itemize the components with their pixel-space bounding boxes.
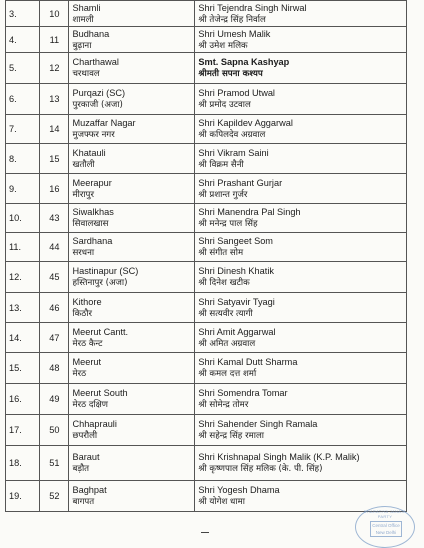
candidate-cell [195,204,407,233]
serial-number-cell [6,481,40,512]
serial-number: 8. [9,153,17,164]
serial-number-cell [6,262,40,293]
constituency-name-english: Purqazi (SC) [72,88,126,98]
constituency-number: 16 [49,183,60,194]
candidate-name-hindi: श्री योगेश धामा [198,497,245,507]
constituency-name-cell [69,415,195,446]
table-row [6,27,407,53]
serial-number: 11. [9,242,22,252]
constituency-name-cell [69,84,195,115]
serial-number: 5. [9,63,17,73]
constituency-name-cell [69,204,195,233]
candidate-cell [195,262,407,293]
serial-number-cell [6,353,40,384]
constituency-name-english: Khatauli [72,147,106,158]
constituency-name-english: Meerut South [72,388,128,398]
candidate-name-english: Shri Krishnapal Singh Malik (K.P. Malik) [198,452,360,462]
candidate-name-hindi: श्री सहेन्द्र सिंह रमाला [198,431,265,441]
serial-number: 12. [9,272,22,282]
serial-number-cell [6,323,40,353]
table-row [6,323,407,353]
office-seal [355,506,415,548]
serial-number: 16. [9,394,22,404]
table-row [6,115,407,144]
table-row [6,144,407,174]
candidate-name-english: Shri Sangeet Som [198,236,273,246]
constituency-name-english: Charthawal [72,57,119,67]
constituency-name-cell [69,1,195,27]
constituency-name-hindi: मेरठ [72,369,87,379]
candidate-name-english: Shri Umesh Malik [198,28,271,39]
candidate-cell [195,53,407,84]
constituency-name-hindi: चरथावल [72,69,100,79]
constituency-number-cell [40,27,69,53]
constituency-name-hindi: बुढ़ाना [72,40,92,51]
serial-number-cell [6,233,40,262]
constituency-name-hindi: किठौर [72,308,93,319]
serial-number-cell [6,1,40,27]
constituency-number-cell [40,204,69,233]
candidate-name-hindi: श्री सोमेन्द्र तोमर [198,400,249,410]
candidate-cell [195,384,407,415]
constituency-number-cell [40,233,69,262]
serial-number-cell [6,384,40,415]
candidate-cell [195,323,407,353]
table-row [6,84,407,115]
constituency-number-cell [40,293,69,323]
constituency-name-cell [69,481,195,512]
constituency-name-hindi: शामली [72,14,94,25]
candidate-name-english: Shri Vikram Saini [198,147,269,158]
constituency-number: 15 [49,153,60,164]
candidate-name-english: Shri Amit Aggarwal [198,326,276,337]
constituency-name-hindi: सरधना [72,248,95,258]
candidate-name-hindi: श्री अमित अग्रवाल [198,338,256,349]
constituency-number-cell [40,262,69,293]
serial-number: 4. [9,34,17,45]
constituency-number-cell [40,84,69,115]
constituency-number: 12 [49,63,60,73]
serial-number-cell [6,115,40,144]
candidate-cell [195,233,407,262]
constituency-name-english: Kithore [72,296,102,307]
constituency-number-cell [40,115,69,144]
constituency-number-cell [40,323,69,353]
constituency-name-hindi: मीरापुर [72,189,94,200]
table-row [6,384,407,415]
candidate-cell [195,115,407,144]
candidate-name-hindi: श्री कृष्णपाल सिंह मलिक (के. पी. सिंह) [198,464,323,474]
serial-number: 18. [9,458,22,468]
constituency-number-cell [40,415,69,446]
serial-number: 19. [9,491,22,501]
table-row [6,174,407,204]
constituency-name-cell [69,233,195,262]
candidate-cell [195,353,407,384]
constituency-number: 44 [49,242,60,252]
candidate-name-english: Shri Kapildev Aggarwal [198,118,293,128]
candidate-name-english: Shri Manendra Pal Singh [198,207,301,217]
serial-number-cell [6,84,40,115]
candidate-name-hindi: श्री कपिलदेव अग्रवाल [198,130,266,140]
candidate-cell [195,293,407,323]
candidate-name-hindi: श्री सत्यवीर त्यागी [198,308,253,319]
constituency-name-cell [69,446,195,481]
constituency-name-english: Meerut [72,357,102,367]
seal-inner [370,521,402,537]
constituency-number: 48 [49,363,60,373]
constituency-name-hindi: मेरठ कैन्ट [72,338,103,349]
candidate-name-english: Smt. Sapna Kashyap [198,57,290,67]
constituency-name-english: Chhaprauli [72,419,117,429]
serial-number-cell [6,446,40,481]
constituency-name-english: Muzaffar Nagar [72,118,136,128]
document-page [5,0,407,512]
constituency-name-english: Shamli [72,2,101,13]
serial-number: 6. [9,94,17,104]
constituency-name-cell [69,262,195,293]
table-row [6,353,407,384]
serial-number: 3. [9,8,17,19]
constituency-number: 13 [49,94,60,104]
candidate-name-hindi: श्री उमेश मलिक [198,40,248,51]
constituency-name-cell [69,144,195,174]
serial-number-cell [6,27,40,53]
candidate-name-hindi: श्री दिनेश खटीक [198,278,250,288]
constituency-number-cell [40,353,69,384]
table-row [6,1,407,27]
candidate-name-english: Shri Pramod Utwal [198,88,275,98]
candidate-cell [195,27,407,53]
candidate-name-english: Shri Somendra Tomar [198,388,288,398]
candidate-cell [195,415,407,446]
candidate-name-hindi: श्री मनेन्द्र पाल सिंह [198,219,258,229]
seal-ring-text: BHARATIYA JANATA PARTY [363,509,407,519]
candidate-table [5,0,407,512]
constituency-name-hindi: बागपत [72,497,95,507]
serial-number: 14. [9,332,22,343]
constituency-number: 14 [49,124,60,134]
serial-number: 9. [9,183,17,194]
candidate-name-english: Shri Satyavir Tyagi [198,296,275,307]
candidate-cell [195,1,407,27]
constituency-number: 52 [49,491,60,501]
constituency-number-cell [40,174,69,204]
constituency-name-hindi: छपरौली [72,431,98,441]
candidate-name-hindi: श्री संगीत सोम [198,248,244,258]
constituency-number: 10 [49,8,60,19]
constituency-name-english: Meerut Cantt. [72,326,129,337]
constituency-name-cell [69,174,195,204]
candidate-name-english: Shri Sahender Singh Ramala [198,419,318,429]
constituency-name-cell [69,323,195,353]
candidate-name-english: Shri Prashant Gurjar [198,177,283,188]
candidate-table-body [6,1,407,512]
serial-number-cell [6,415,40,446]
candidate-name-hindi: श्रीमती सपना कश्यप [198,69,263,79]
candidate-name-hindi: श्री प्रमोद उटवाल [198,100,251,110]
constituency-number: 47 [49,332,60,343]
candidate-name-english: Shri Tejendra Singh Nirwal [198,2,307,13]
candidate-name-hindi: श्री प्रशान्त गुर्जर [198,189,248,200]
constituency-number-cell [40,1,69,27]
constituency-number: 43 [49,213,60,223]
table-row [6,293,407,323]
candidate-cell [195,174,407,204]
candidate-cell [195,144,407,174]
constituency-number: 49 [49,394,60,404]
serial-number-cell [6,144,40,174]
serial-number: 7. [9,124,17,134]
serial-number: 17. [9,425,22,435]
constituency-name-english: Meerapur [72,177,112,188]
constituency-number-cell [40,481,69,512]
constituency-name-english: Budhana [72,28,110,39]
constituency-name-hindi: खतौली [72,159,95,170]
constituency-name-cell [69,53,195,84]
table-row [6,446,407,481]
serial-number-cell [6,293,40,323]
constituency-name-cell [69,293,195,323]
constituency-name-cell [69,115,195,144]
table-row [6,233,407,262]
serial-number: 10. [9,213,22,223]
serial-number-cell [6,204,40,233]
constituency-name-hindi: मुजफ्फर नगर [72,130,115,140]
constituency-number: 46 [49,302,60,313]
candidate-cell [195,446,407,481]
constituency-number: 50 [49,425,60,435]
seal-line-1: Central Office [372,523,400,528]
constituency-name-english: Hastinapur (SC) [72,266,139,276]
constituency-number-cell [40,384,69,415]
table-row [6,481,407,512]
candidate-name-english: Shri Yogesh Dhama [198,485,280,495]
constituency-name-hindi: मेरठ दक्षिण [72,400,108,410]
candidate-name-hindi: श्री कमल दत्त शर्मा [198,369,257,379]
table-row [6,262,407,293]
constituency-name-cell [69,384,195,415]
table-row [6,415,407,446]
constituency-name-hindi: सिवालखास [72,219,109,229]
constituency-name-english: Siwalkhas [72,207,114,217]
constituency-name-english: Baghpat [72,485,107,495]
candidate-name-english: Shri Dinesh Khatik [198,266,274,276]
constituency-name-cell [69,353,195,384]
serial-number: 15. [9,363,22,373]
constituency-name-cell [69,27,195,53]
candidate-name-hindi: श्री तेजेन्द्र सिंह निर्वाल [198,14,266,25]
constituency-name-hindi: हस्तिनापुर (अजा) [72,278,128,288]
candidate-name-hindi: श्री विक्रम सैनी [198,159,244,170]
candidate-cell [195,84,407,115]
table-row [6,204,407,233]
constituency-number: 11 [49,34,60,45]
constituency-number-cell [40,446,69,481]
page-mark [201,532,209,533]
seal-line-2: New Delhi [375,530,397,535]
table-row [6,53,407,84]
candidate-name-english: Shri Kamal Dutt Sharma [198,357,298,367]
constituency-number-cell [40,144,69,174]
serial-number-cell [6,174,40,204]
serial-number-cell [6,53,40,84]
constituency-number-cell [40,53,69,84]
constituency-name-english: Sardhana [72,236,113,246]
serial-number: 13. [9,302,22,313]
constituency-number: 51 [49,458,60,468]
constituency-number: 45 [49,272,60,282]
constituency-name-hindi: बड़ौत [72,464,90,474]
constituency-name-hindi: पुरकाजी (अजा) [72,100,123,110]
constituency-name-english: Baraut [72,452,100,462]
